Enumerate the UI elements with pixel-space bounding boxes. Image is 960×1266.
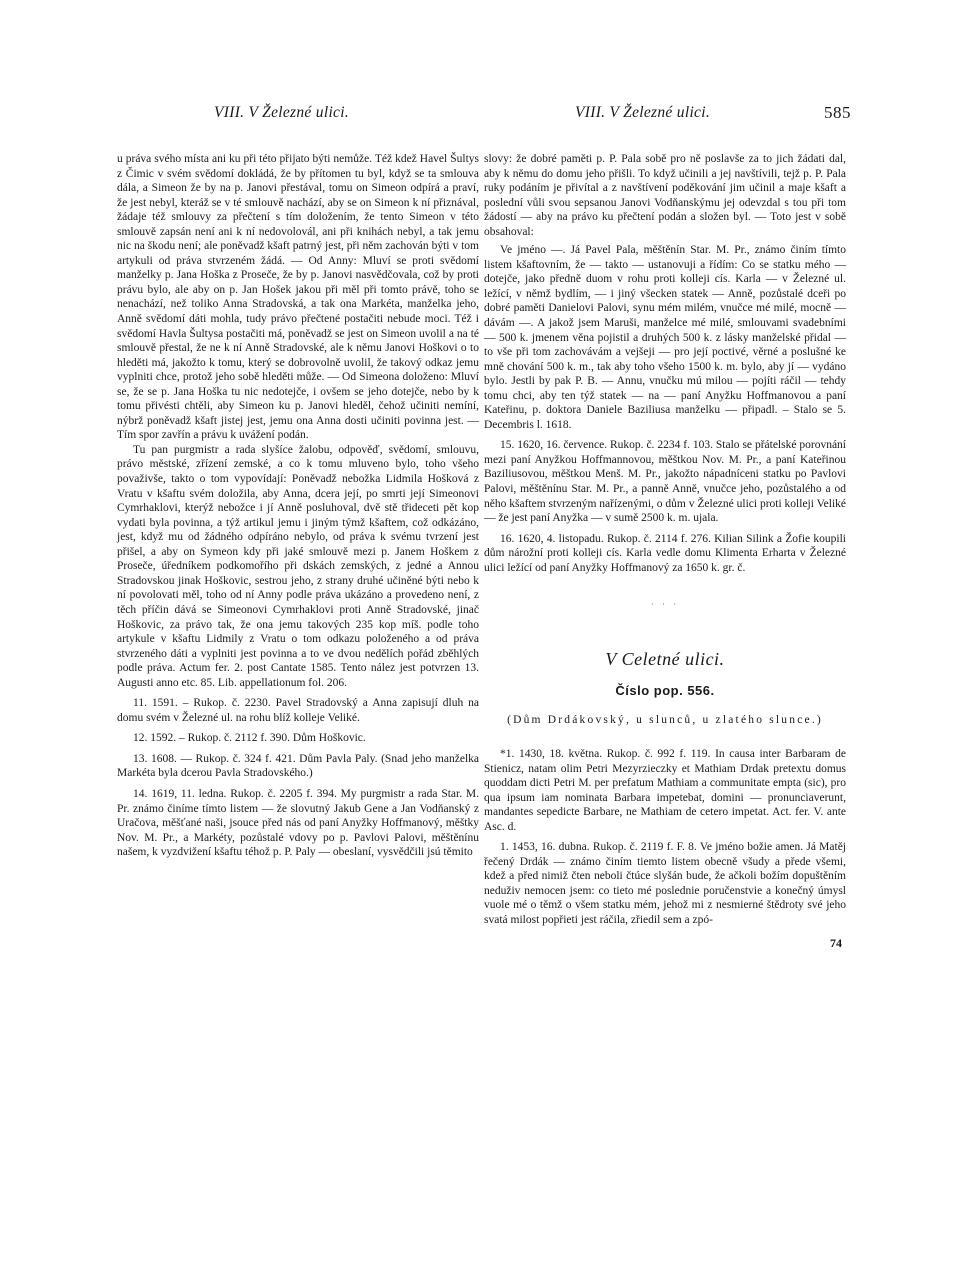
page-number: 585 [824, 103, 851, 122]
paragraph: Ve jméno —. Já Pavel Pala, měštěnín Star. M. Pr., známo činím tímto listem kšaftovním, že — takto — ustanovuji a řídím: Co se statku mého — dotejče, jako předně duom v rohu proti kolleji cís. Karla — v Železné ul. ležící, v němž bydlím, — i jiný všecken statek — Anně, pozůstalé dceři po dobré paměti Danielovi Palovi, synu mém milém, vnučce mé milé, mocně — dávám —. A jakož jsem Maruši, manželce mé milé, smlouvami svadebními — 500 k. jmenem věna pojistil a druhých 500 k. z lásky manželské přidal — to vše při tom zachovávám a vejšeji — pro její poctivé, věrné a poslušné ke mně chování 500 k. m., tak aby toho všeho 1500 k. m. bylo, aby jí — vydáno bylo. Jestli by pak P. B. — Annu, vnučku mú milou — pojíti ráčil — tehdy tomu chci, aby ten týž statek — na — paní Anyžku Hoffmanovou a paní Kateřinu, p. doktora Daniele Baziliusa manželku — připadl. – Stalo se 5. Decembris l. 1618. [484, 244, 846, 431]
house-subtitle: (Dům Drdákovský, u slunců, u zlatého slunce.) [507, 713, 823, 726]
right-column [484, 152, 846, 950]
section-divider: · · · [650, 599, 680, 610]
entry-paragraph: 1. 1453, 16. dubna. Rukop. č. 2119 f. F. 8. Ve jméno božie amen. Já Matěj řečený Drdák — známo činím tiemto listem obecně všudy a přede všemi, kdež a před nimiž čten neboli čtúce slyšán bude, že ačkoli božím dopuštěním neduživ nemocen jsem: co tieto mé poslednie poručenstvie a konečný úmysl vuole mé o těmž o všem statku mém, jehož mi z nesmierné štědroty své jeho svatá milost popřieti jest ráčila, zřiedil sem a zpó- [484, 841, 846, 926]
entry-paragraph: 11. 1591. – Rukop. č. 2230. Pavel Stradovský a Anna zapisují dluh na domu svém v Železné ul. na rohu blíž kolleje Veliké. [117, 697, 479, 724]
entry-paragraph: *1. 1430, 18. května. Rukop. č. 992 f. 119. In causa inter Barbaram de Stienicz, natam olim Petri Mezyrzieczky et Mathiam Drdak pretextu domus quoddam dicti Petri M. per prefatum Mathiam a communitate empta (sic), pro qua ipsum iam nominata Barbara impetebat, domini — pronunciaverunt, mandantes sepedicte Barbare, ne Mathiam de cetero impetat. Act. fer. V. ante Asc. d. [484, 747, 846, 833]
house-number-heading: Číslo pop. 556. [615, 683, 715, 699]
paragraph: Tu pan purgmistr a rada slyšíce žalobu, odpověď, svědomí, smlouvu, právo městské, zřízení zemské, a co k tomu mluveno bylo, toho všeho považivše, takto o tom vypovídají: Poněvadž nebožka Lidmila Hošková z Vratu v kšaftu svém doložila, aby Anna, dcera její, po smrti její Simeonovi Cymrhaklovi, kterýž nebožce i jí Anně posluhoval, dvě stě třideceti pět kop vydati byla povinna, a týž artikul jemu i jiným týmž kšaftem, což odkázáno, jest, když mu od žádného odpíráno nebylo, od práva k svému tvrzení jest přišel, a aby on Symeon kdy při jaké smlouvě mezi p. Janem Hoškem z Proseče, úředníkem podkomořího při dskách zemských, z jedné a Annou Stradovskou jinak Hoškovic, sestrou jeho, z strany druhé učiněné býti nebo k ní povolovati měl, toho od ní Anny podle práva ukázáno a provedeno není, z těch příčin dává se Simeonovi Cymrhaklovi proti Anně Stradovské, jinač Hoškovic, za právo tak, že ona jemu takových 235 kop míš. podle toho artykule v kšaftu Lidmily z Vratu o tom odkazu položeného a od práva stvrzeného dáti a vyplniti jest povinna a to ve dvou nedělích pořád zběhlých podle práva. Actum fer. 2. post Cantate 1585. Tento nález jest potvrzen 13. Augusti anno etc. 85. Lib. appellationum fol. 206. [117, 443, 479, 689]
running-head-right: VIII. V Železné ulici. [575, 104, 711, 121]
spacer [484, 731, 846, 741]
entry-paragraph: 16. 1620, 4. listopadu. Rukop. č. 2114 f. 276. Kilian Silink a Žofie koupili dům nárožní proti kolleji cís. Karla vedle domu Klimenta Erharta v Železné ulici ležící od paní Anyžky Hoffmanový za 1650 k. gr. č. [484, 532, 846, 574]
section-title: V Celetné ulici. [605, 648, 725, 669]
left-column [117, 152, 479, 860]
entry-paragraph: 12. 1592. – Rukop. č. 2112 f. 390. Dům Hoškovic. [133, 732, 366, 745]
paragraph: slovy: že dobré paměti p. P. Pala sobě pro ně poslavše za to jich žádati dal, aby k němu do domu jeho přišli. To když učinili a jej navštívili, tejž p. P. Pala ruky podáním je přivítal a z navštívení poděkování jim učinil a maje kšaft a poslední vůli svou sepsanou Janovi Vodňanskýmu jej odevzdal s tou při tom žádostí — aby na právo ku přečtení podán a složen byl. — Toto jest v sobě obsahoval: [484, 153, 846, 238]
entry-paragraph: 13. 1608. — Rukop. č. 324 f. 421. Dům Pavla Paly. (Snad jeho manželka Markéta byla dcerou Pavla Stradovského.) [117, 752, 479, 780]
running-head-left: VIII. V Železné ulici. [214, 104, 350, 121]
paragraph: u práva svého místa ani ku při této přijato býti nemůže. Též kdež Havel Šultys z Čimic v svém svědomí dokládá, že by přítomen tu byl, když se ta smlouva dála, a Simeon že by na p. Janovi přestával, tomu on Simeon odpírá a praví, že jest nebyl, kteráž se v té smlouvě nachází, aby se on Simeon k ní přiznával, žádaje též smlouvy za přečtení s tím doložením, že tento Simeon v této smlouvě zapsán není ani k ní nedovolovál, ani při knihách nebyl, a tak jemu nic na škodu není; ale poněvadž kšaft patrný jest, při něm zachován býti v tom artykuli od práva stvrzeném žádá. — Od Anny: Mluví se proti svědomí manželky p. Jana Hoška z Proseče, že by p. Janovi nasvědčovala, což by proti právu bylo, ale aby on p. Jan Hošek jakou při měl při tomto právě, toho se nenachází, než toliko Anna Stradovská, a tak ona Markéta, manželka jeho, Anně svědomí dáti mohla, tudy právo přečtené postačiti nebude moci. Též i svědomí Havla Šultysa postačiti má, poněvadž se jest on Simeon uvolil a na té smlouvě přestal, že ne k ní Anně Stradovské, ale k němu Janovi Hoškovi o to hleděti má, jakožto k tomu, který se dobrovolně uvolil, že takový odkaz jemu vyplniti chce, protož jeho sobě hleděti může. — Od Simeona doloženo: Mluví se, že se p. Jana Hoška tu nic nedotejče, i ovšem se jeho dotejče, nebo by k tomu přivésti chtěli, aby Simeon ku p. Janovi hleděl, čehož učiniti nemíní, nýbrž poněvadž kšaft jistej jest, jemu ona Anna dosti učiniti povinna jest. — Tím spor zavřín a právu k uvážení podán. [117, 153, 479, 442]
signature-number: 74 [830, 935, 842, 950]
entry-paragraph: 15. 1620, 16. července. Rukop. č. 2234 f. 103. Stalo se přátelské porovnání mezi paní Anyžkou Hoffmannovou, měštkou Nov. M. Pr., a paní Kateřinou Baziliusovou, měštkou Menš. M. Pr., jakožto nápadníceni statku po Pavlovi Palovi, měštěnínu Star. M. Pr., a panně Anně, vnučce jeho, pozůstalého a od něho kšaftem stvrzeným nařízenými, o dům v Železné ulici proti kolleji Veliké — že jest paní Anyžka — v sumě 2500 k. m. ujala. [484, 439, 846, 525]
entry-paragraph: 14. 1619, 11. ledna. Rukop. č. 2205 f. 394. My purgmistr a rada Star. M. Pr. známo činíme tímto listem — že slovutný Jakub Gene a Jan Vodňanský z Uračova, měšťané naši, jsouce před nás od paní Anyžky Hoffmanový, měštky Nov. M. Pr., a Markéty, pozůstalé vdovy po p. Pavlovi Palovi, měštěnínu našem, k vyzdvižení kšaftu téhož p. P. Paly — obeslaní, vysvědčili jsú těmito [117, 787, 479, 859]
